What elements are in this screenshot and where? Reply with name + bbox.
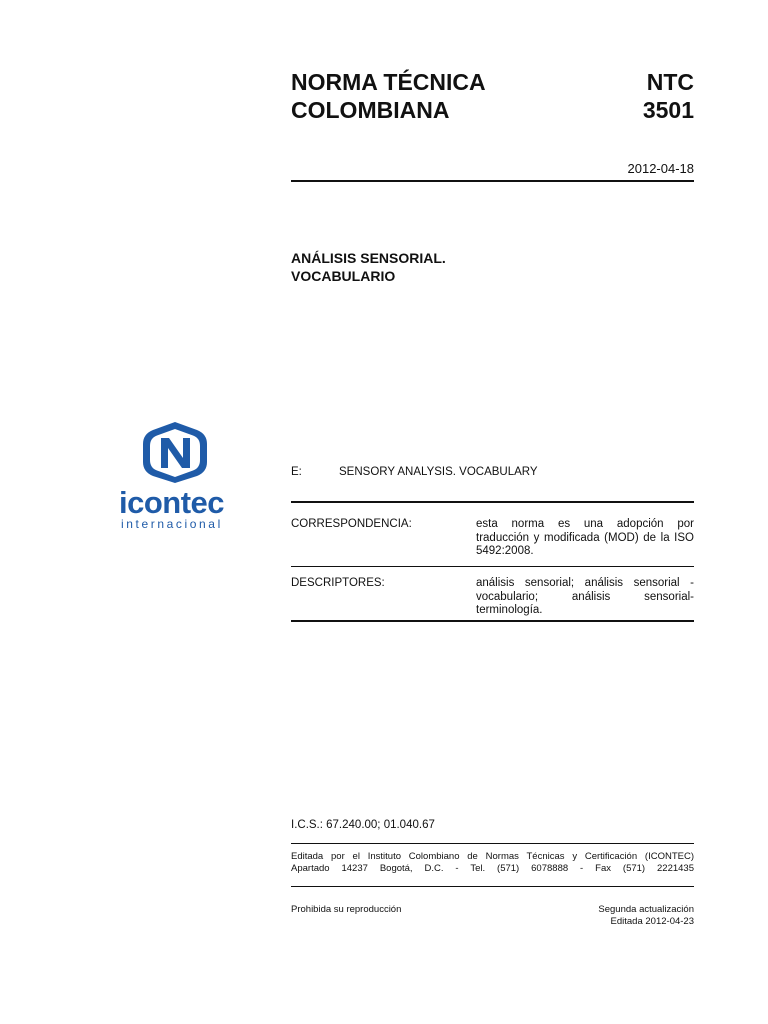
standard-title bbox=[291, 68, 486, 124]
fields-bottom-divider bbox=[291, 620, 694, 622]
document-title bbox=[291, 249, 446, 285]
edition-line1: Segunda actualización bbox=[598, 904, 694, 915]
logo-wordmark: icontec bbox=[119, 485, 225, 520]
correspondencia-value: esta norma es una adopción por traducción y modificada (MOD) de la ISO 5492:2008. bbox=[476, 518, 694, 557]
standard-code-line1: NTC bbox=[646, 69, 694, 95]
descriptores-value: análisis sensorial; análisis sensorial - vocabulario; análisis sensorial-terminología. bbox=[476, 577, 694, 616]
english-title-value: SENSORY ANALYSIS. VOCABULARY bbox=[339, 466, 538, 478]
edition-line2: Editada 2012-04-23 bbox=[610, 916, 694, 927]
publisher-line1: Editada por el Instituto Colombiano de Normas Técnicas y Certificación (ICONTEC) bbox=[291, 851, 694, 862]
descriptores-label: DESCRIPTORES: bbox=[291, 577, 385, 589]
icontec-n-logo-icon bbox=[137, 420, 213, 484]
publisher-info bbox=[291, 851, 694, 875]
standard-title-line2: COLOMBIANA bbox=[291, 97, 450, 123]
standard-code bbox=[643, 68, 694, 124]
ics-divider bbox=[291, 843, 694, 844]
standard-title-line1: NORMA TÉCNICA bbox=[291, 69, 486, 95]
english-title-label: E: bbox=[291, 466, 302, 478]
fields-middle-divider bbox=[291, 566, 694, 567]
fields-top-divider bbox=[291, 501, 694, 503]
document-title-line2: VOCABULARIO bbox=[291, 268, 396, 284]
ics-code: I.C.S.: 67.240.00; 01.040.67 bbox=[291, 819, 435, 831]
standard-code-line2: 3501 bbox=[642, 97, 694, 123]
document-title-line1: ANÁLISIS SENSORIAL. bbox=[291, 250, 446, 266]
icontec-logo bbox=[120, 420, 236, 530]
logo-subtitle: internacional bbox=[121, 517, 223, 531]
publication-date: 2012-04-18 bbox=[627, 161, 694, 176]
correspondencia-label: CORRESPONDENCIA: bbox=[291, 518, 412, 530]
header-divider bbox=[291, 180, 694, 182]
edition-info bbox=[598, 904, 694, 928]
reproduction-notice: Prohibida su reproducción bbox=[291, 904, 402, 915]
publisher-divider bbox=[291, 886, 694, 887]
publisher-line2: Apartado 14237 Bogotá, D.C. - Tel. (571) 6078888 - Fax (571) 2221435 bbox=[291, 863, 694, 874]
